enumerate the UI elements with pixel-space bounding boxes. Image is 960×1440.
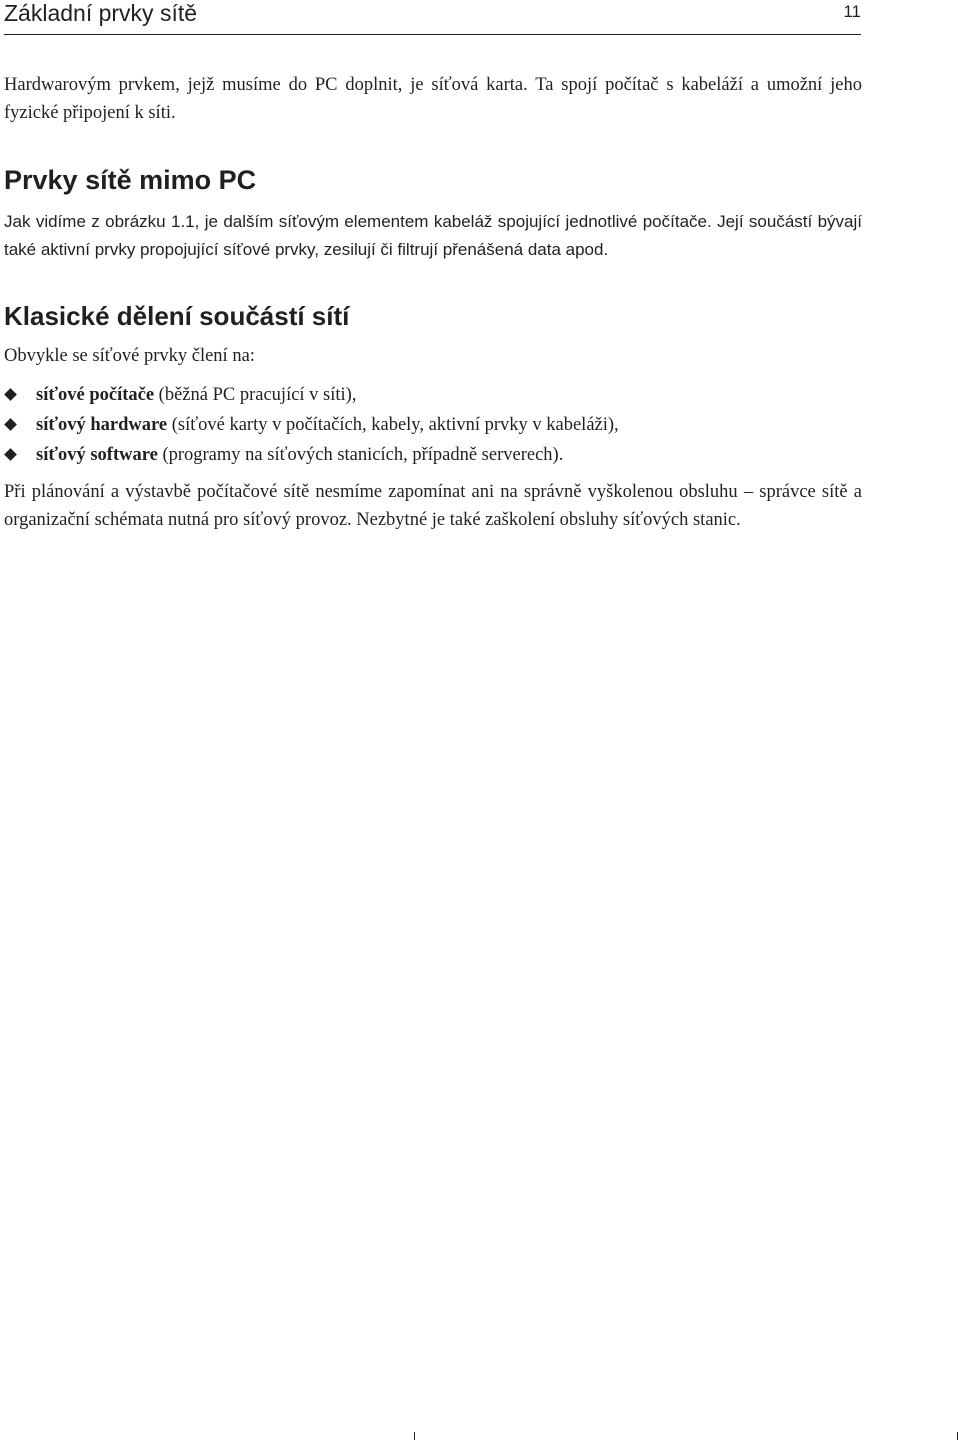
list-item-description: (běžná PC pracující v síti),	[154, 385, 357, 405]
page-number: 11	[843, 2, 861, 21]
list-item-description: (síťové karty v počítačích, kabely, aktivní prvky v kabeláži),	[167, 415, 619, 435]
crop-mark	[414, 1432, 415, 1440]
intro-paragraph: Hardwarovým prvkem, jejž musíme do PC doplnit, je síťová karta. Ta spojí počítač s kabeláží a umožní jeho fyzické připojení k síti.	[4, 75, 862, 123]
section-heading-klasicke-deleni: Klasické dělení součástí sítí	[4, 301, 350, 331]
diamond-bullet-icon	[4, 388, 17, 401]
diamond-bullet-icon	[4, 448, 17, 461]
crop-mark	[957, 1432, 958, 1440]
section-paragraph-prvky-site: Jak vidíme z obrázku 1.1, je dalším síťovým elementem kabeláž spojující jednotlivé počítače. Její součástí bývají také aktivní prvky propojující síťové prvky, zesilují či filtrují přenášená data apod.	[4, 212, 862, 259]
list-item	[4, 380, 619, 410]
diamond-bullet-icon	[4, 418, 17, 431]
closing-paragraph: Při plánování a výstavbě počítačové sítě nesmíme zapomínat ani na správně vyškolenou obsluhu – správce sítě a organizační schémata nutná pro síťový provoz. Nezbytné je také zaškolení obsluhy síťových stanic.	[4, 482, 862, 530]
list-item-term: síťový software	[36, 445, 158, 465]
running-header	[4, 0, 861, 35]
list-item-term: síťový hardware	[36, 415, 168, 435]
list-item	[4, 440, 619, 470]
section-heading-prvky-site: Prvky sítě mimo PC	[4, 165, 257, 195]
list-item-description: (programy na síťových stanicích, případně serverech).	[157, 445, 564, 465]
component-list	[4, 380, 619, 470]
list-item	[4, 410, 619, 440]
list-lead-text: Obvykle se síťové prvky člení na:	[4, 346, 255, 366]
chapter-title: Základní prvky sítě	[4, 0, 198, 26]
list-item-term: síťové počítače	[36, 385, 155, 405]
